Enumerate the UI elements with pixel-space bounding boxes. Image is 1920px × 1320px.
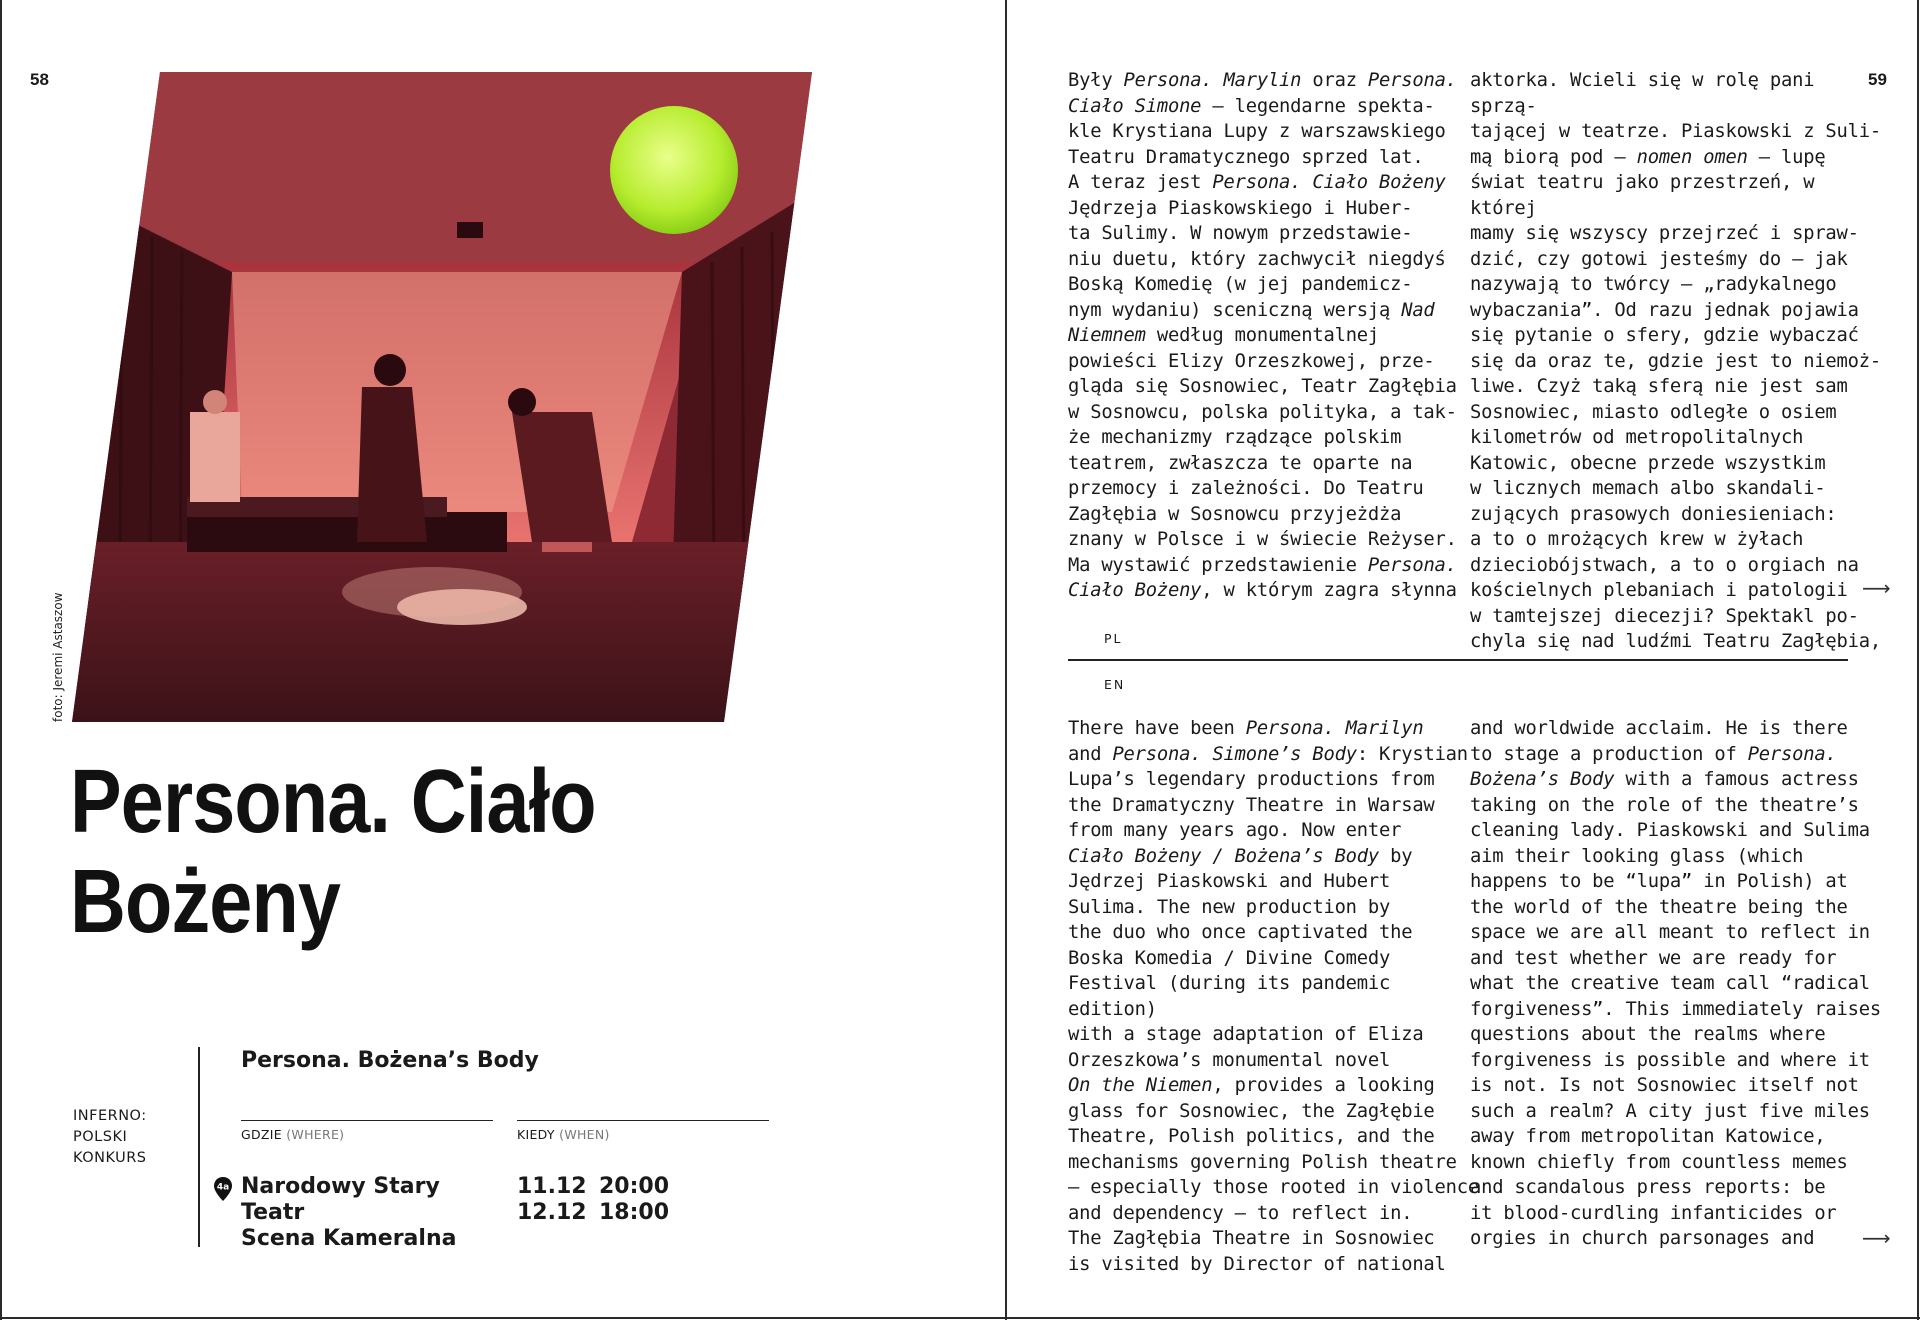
show-date: 11.12 (517, 1174, 587, 1199)
venue-line-2: Teatr (241, 1200, 305, 1225)
where-label: GDZIE (241, 1127, 282, 1142)
page-number-left: 58 (30, 70, 49, 89)
title-line-1: Persona. Ciało (70, 752, 596, 852)
competition-line-3: KONKURS (73, 1150, 147, 1166)
venue-line-3: Scena Kameralna (241, 1226, 457, 1251)
polish-text-column-1: Były Persona. Marylin oraz Persona. Ciało Simone – legendarne spekta- kle Krystiana Lupy z warszawskiego Teatru Dramatycznego sprzed lat. A teraz jest Persona. Ciało Bożeny Jędrzeja Piaskowskiego i Huber- ta Sulimy. W nowym przedstawie- niu duetu, który zachwycił niegdyś Boską Komedię (w jej pandemicz- nym wydaniu) sceniczną wersją Nad Niemnem według monumentalnej powieści Elizy Orzeszkowej, prze- gląda się Sosnowiec, Teatr Zagłębia w Sosnowcu, polska polityka, a tak- że mechanizmy rządzące polskim teatrem, zwłaszcza te oparte na przemocy i zależności. Do Teatru Zagłębia w Sosnowcu przyjeżdża znany w Polsce i w świecie Reżyser. Ma wystawić przedstawienie Persona. Ciało Bożeny, w którym zagra słynna (1068, 70, 1457, 601)
venue-line-1: Narodowy Stary (241, 1174, 440, 1199)
show-time: 18:00 (599, 1200, 670, 1225)
where-header (241, 1120, 493, 1142)
continue-arrow-icon: ⟶ (1862, 1226, 1891, 1250)
page-border-bottom (0, 1317, 1920, 1319)
photo-credit: foto: Jeremi Astaszow (51, 592, 65, 722)
italic-title-run: Bożena’s Body (1470, 769, 1615, 790)
italic-title-run: Ciało Bożeny / Bożena’s Body (1068, 845, 1380, 867)
italic-title-run: Persona. (1367, 70, 1457, 91)
italic-title-run: Persona. Marilyn (1245, 718, 1424, 739)
italic-title-run: On the Niemen (1068, 1075, 1213, 1096)
when-header (517, 1120, 769, 1142)
show-time: 20:00 (599, 1174, 670, 1199)
showtimes (517, 1174, 669, 1226)
italic-title-run: Persona. Ciało Bożeny (1212, 172, 1446, 193)
italic-title-run: Persona. Simone’s Body (1112, 743, 1357, 765)
page-number-right: 59 (1868, 70, 1887, 89)
italic-title-run: nomen omen (1636, 146, 1748, 168)
when-label: KIEDY (517, 1127, 555, 1142)
continue-arrow-icon: ⟶ (1862, 576, 1891, 600)
competition-line-2: POLSKI (73, 1129, 128, 1145)
italic-title-run: Nad (1401, 299, 1435, 321)
italic-title-run: Ciało Simone (1068, 95, 1202, 117)
english-text-column-2: and worldwide acclaim. He is there to stage a production of Persona. Bożena’s Body with a famous actress taking on the role of the theatre’s cleaning lady. Piaskowski and Sulima aim their looking glass (which happens to be “lupa” in Polish) at the world of the theatre being the space we are all meant to reflect in and test whether we are ready for what the creative team call “radical forgiveness”. This immediately raises questions about the realms where forgiveness is possible and where it is not. Is not Sosnowiec itself not such a realm? A city just five miles away from metropolitan Katowice, known chiefly from countless memes and scandalous press reports: be it blood-curdling infanticides or orgies in church parsonages and (1470, 718, 1881, 1249)
italic-title-run: Persona. (1747, 743, 1837, 765)
italic-title-run: Ciało Bożeny (1068, 580, 1202, 601)
lang-label-en: EN (1104, 677, 1126, 692)
venue-badge: 4a (216, 1182, 230, 1193)
where-label-en: (WHERE) (286, 1127, 345, 1142)
page-border-left (0, 0, 2, 1320)
competition-line-1: INFERNO: (73, 1108, 147, 1124)
italic-title-run: Persona. (1367, 554, 1457, 576)
when-label-en: (WHEN) (559, 1127, 610, 1142)
map-pin-icon (213, 1176, 233, 1202)
competition-label (73, 1106, 147, 1169)
spine-line (1005, 0, 1007, 1320)
showtime-row (517, 1174, 669, 1200)
english-title: Persona. Bożena’s Body (241, 1048, 539, 1073)
italic-title-run: Persona. Marylin (1123, 70, 1302, 91)
page-title (70, 752, 620, 952)
venue-name (241, 1174, 456, 1252)
language-divider (1068, 659, 1848, 661)
show-date: 12.12 (517, 1200, 587, 1225)
stage-photo (72, 72, 812, 722)
lang-label-pl: PL (1104, 631, 1123, 646)
title-line-2: Bożeny (70, 852, 341, 952)
polish-text-column-2: aktorka. Wcieli się w rolę pani sprzą- tającej w teatrze. Piaskowski z Suli- mą biorą pod – nomen omen – lupę świat teatru jako przestrzeń, w której mamy się wszyscy przejrzeć i spraw- dzić, czy gotowi jesteśmy do – jak nazywają to twórcy – „radykalnego wybaczania”. Od razu jednak pojawia się pytanie o sfery, gdzie wybaczać się da oraz te, gdzie jest to niemoż- liwe. Czyż taką sferą nie jest sam Sosnowiec, miasto odległe o osiem kilometrów od metropolitalnych Katowic, obecne przede wszystkim w licznych memach albo skandali- zujących prasowych doniesieniach: a to o mrożących krew w żyłach dzieciobójstwach, a to o orgiach na kościelnych plebaniach i patologii w tamtejszej diecezji? Spektakl po- chyla się nad ludźmi Teatru Zagłębia, (1470, 70, 1881, 652)
italic-title-run: Niemnem (1068, 325, 1146, 346)
info-divider (198, 1047, 200, 1247)
showtime-row (517, 1200, 669, 1226)
page-border-right (1917, 0, 1919, 1320)
english-text-column-1: There have been Persona. Marilyn and Persona. Simone’s Body: Krystian Lupa’s legendary productions from the Dramatyczny Theatre in Warsaw from many years ago. Now enter Ciało Bożeny / Bożena’s Body by Jędrzej Piaskowski and Hubert Sulima. The new production by the duo who once captivated the Boska Komedia / Divine Comedy Festival (during its pandemic edition) with a stage adaptation of Eliza Orzeszkowa’s monumental novel On the Niemen, provides a looking glass for Sosnowiec, the Zagłębie Theatre, Polish politics, and the mechanisms governing Polish theatre – especially those rooted in violence and dependency – to reflect in. The Zagłębia Theatre in Sosnowiec is visited by Director of national (1068, 718, 1479, 1275)
